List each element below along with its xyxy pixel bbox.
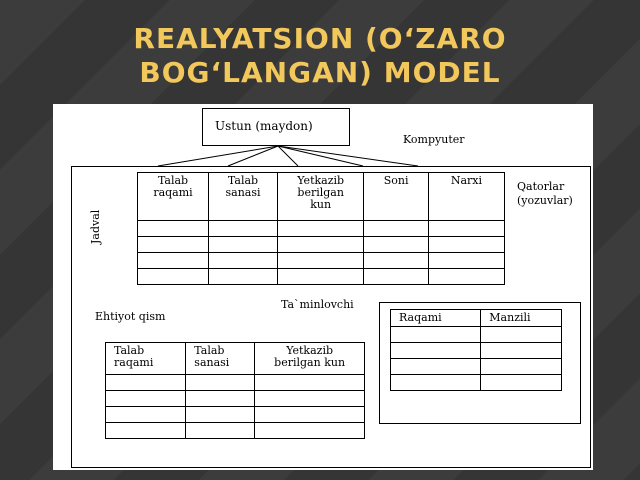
- computer-label: Kompyuter: [403, 133, 465, 146]
- main-table-header-cell: Yetkazib berilgan kun: [277, 173, 363, 221]
- spare-part-table-header-cell: Yetkazib berilgan kun: [255, 343, 365, 375]
- spare-part-table-header-row: [106, 343, 365, 375]
- spare-part-table: [105, 342, 365, 439]
- spare-part-table-header-cell: Talab raqami: [106, 343, 186, 375]
- table-row: [106, 423, 365, 439]
- spare-part-label: Ehtiyot qism: [95, 310, 166, 323]
- rows-label-line-2: (yozuvlar): [517, 194, 573, 207]
- table-row: [106, 391, 365, 407]
- table-row: [106, 407, 365, 423]
- slide-title: [0, 22, 640, 90]
- connector-line: [228, 146, 278, 166]
- supplier-table-header-row: [391, 310, 562, 327]
- connector-line: [278, 146, 298, 166]
- spare-part-table-header-cell: Talab sanasi: [186, 343, 255, 375]
- main-table-header-cell: Talab sanasi: [209, 173, 278, 221]
- main-table-header-cell: Talab raqami: [138, 173, 209, 221]
- main-table-header-cell: Narxi: [428, 173, 504, 221]
- table-row: [391, 375, 562, 391]
- diagram-panel: [53, 104, 593, 470]
- main-table-header-cell: Soni: [364, 173, 428, 221]
- table-row: [391, 359, 562, 375]
- table-row: [106, 375, 365, 391]
- key-label: Ta`minlovchi: [281, 298, 354, 311]
- table-label: Jadval: [89, 209, 102, 244]
- supplier-table-header-cell: Manzili: [481, 310, 562, 327]
- connector-line: [158, 146, 278, 166]
- slide-title-line-1: REALYATSION (O‘ZARO: [133, 22, 507, 55]
- table-row: [391, 327, 562, 343]
- main-table-header-row: [138, 173, 505, 221]
- table-row: [138, 253, 505, 269]
- connector-line: [278, 146, 418, 166]
- connector-line: [278, 146, 363, 166]
- rows-label-line-1: Qatorlar: [517, 180, 565, 193]
- table-row: [138, 269, 505, 285]
- main-table: [137, 172, 505, 285]
- slide-title-line-2: BOG‘LANGAN) MODEL: [139, 56, 501, 89]
- rows-label: [517, 180, 573, 208]
- table-row: [138, 237, 505, 253]
- table-row: [138, 221, 505, 237]
- supplier-table: [390, 309, 562, 391]
- supplier-table-header-cell: Raqami: [391, 310, 481, 327]
- column-field-label: Ustun (maydon): [215, 119, 313, 133]
- table-row: [391, 343, 562, 359]
- column-field-box: [202, 108, 350, 146]
